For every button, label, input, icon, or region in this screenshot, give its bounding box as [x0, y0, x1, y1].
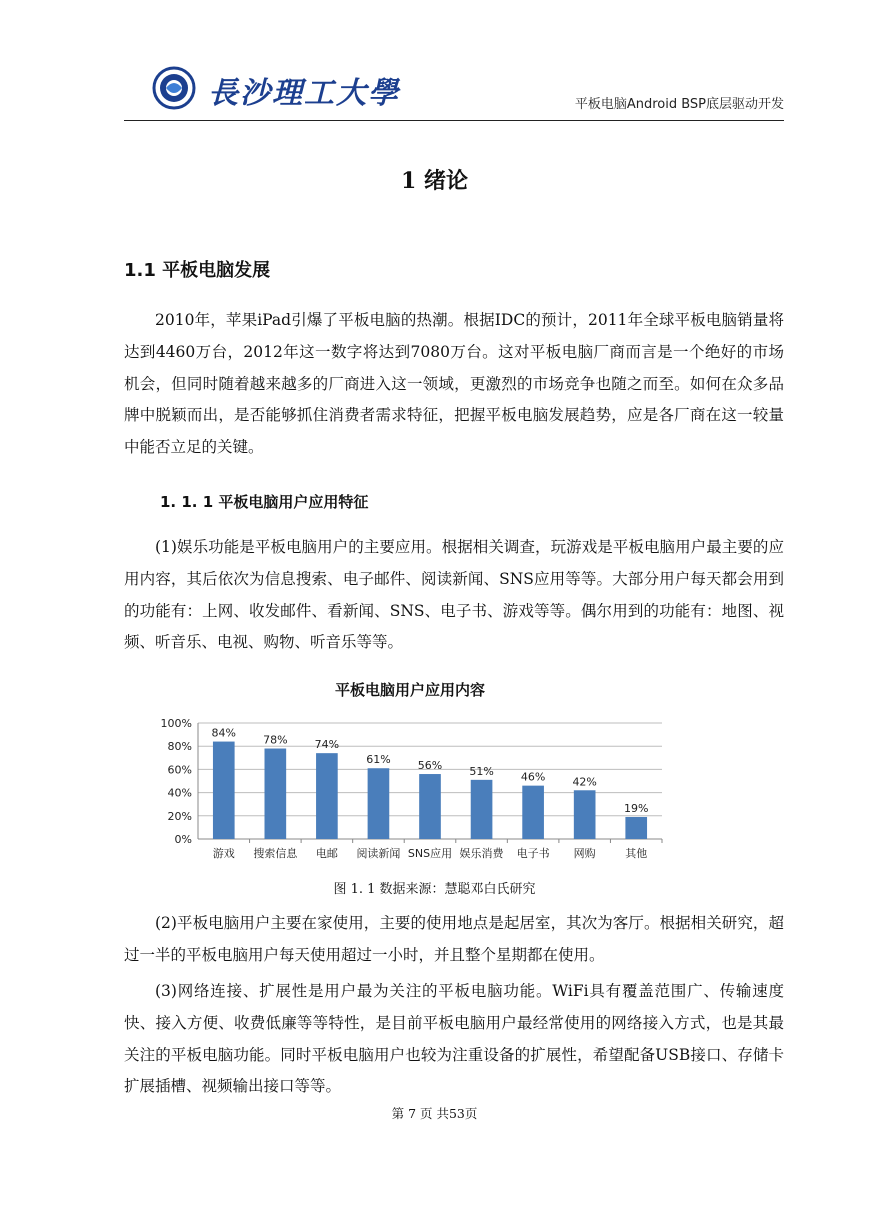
paragraph-usage-location: (2)平板电脑用户主要在家使用，主要的使用地点是起居室，其次为客厅。根据相关研究，超过一半的平板电脑用户每天使用超过一小时，并且整个星期都在使用。	[124, 914, 784, 964]
y-tick-label: 80%	[167, 740, 192, 754]
bar	[316, 753, 338, 839]
university-name: 長沙理工大學	[208, 76, 400, 111]
x-tick-label: 娱乐消费	[459, 847, 504, 860]
y-tick-label: 40%	[167, 786, 192, 800]
paragraph-entertainment: (1)娱乐功能是平板电脑用户的主要应用。根据相关调查，玩游戏是平板电脑用户最主要的应用内容，其后依次为信息搜索、电子邮件、阅读新闻、SNS应用等等。大部分用户每天都会用到的功能有：上网、收发邮件、看新闻、SNS、电子书、游戏等等。偶尔用到的功能有：地图、视频、听音乐、电视、购物、听音乐等等。	[124, 538, 784, 652]
x-tick-label: 搜索信息	[253, 847, 298, 860]
data-label: 78%	[263, 733, 288, 747]
y-tick-label: 20%	[167, 809, 192, 823]
university-logo-icon	[152, 66, 196, 110]
section-title: 1.1 平板电脑发展	[124, 260, 271, 281]
page-footer: 第 7 页 共53页	[391, 1106, 478, 1121]
x-tick-label: 游戏	[212, 847, 235, 860]
x-tick-label: 其他	[625, 847, 648, 860]
x-tick-label: 电邮	[315, 847, 338, 860]
y-tick-label: 60%	[167, 763, 192, 777]
data-label: 46%	[520, 770, 546, 784]
paragraph-connectivity: (3)网络连接、扩展性是用户最为关注的平板电脑功能。WiFi具有覆盖范围广、传输速度快、接入方便、收费低廉等等特性，是目前平板电脑用户最经常使用的网络接入方式，也是其最关注的平板电脑功能。同时平板电脑用户也较为注重设备的扩展性，希望配备USB接口、存储卡扩展插槽、视频输出接口等等。	[124, 982, 784, 1096]
data-label: 19%	[623, 801, 649, 815]
bar	[265, 749, 287, 839]
bar	[471, 780, 493, 839]
x-tick-label: 电子书	[516, 847, 550, 860]
data-label: 56%	[417, 759, 443, 773]
data-label: 51%	[469, 764, 494, 778]
figure-caption: 图 1. 1 数据来源：慧聪邓白氏研究	[333, 882, 536, 897]
bar	[213, 742, 235, 839]
x-tick-label: 阅读新闻	[356, 847, 401, 860]
bar	[522, 786, 544, 839]
paragraph-intro: 2010年，苹果iPad引爆了平板电脑的热潮。根据IDC的预计，2011年全球平板电脑销量将达到4460万台，2012年这一数字将达到7080万台。这对平板电脑厂商而言是一个绝好的市场机会，但同时随着越来越多的厂商进入这一领域，更激烈的市场竞争也随之而至。如何在众多品牌中脱颖而出，是否能够抓住消费者需求特征，把握平板电脑发展趋势，应是各厂商在这一较量中能否立足的关键。	[124, 311, 784, 457]
data-label: 42%	[572, 775, 597, 789]
bar	[574, 790, 596, 839]
data-label: 84%	[211, 726, 237, 740]
bar-chart	[150, 675, 670, 875]
y-tick-label: 0%	[174, 833, 192, 846]
bar	[368, 768, 390, 839]
header-doc-title: 平板电脑Android BSP底层驱动开发	[574, 97, 784, 112]
x-tick-label: SNS应用	[407, 847, 453, 860]
chart-title: 平板电脑用户应用内容	[334, 681, 486, 699]
y-tick-label: 100%	[160, 717, 192, 730]
bar	[419, 774, 441, 839]
page-header	[124, 52, 784, 121]
data-label: 74%	[314, 738, 340, 752]
chapter-title: 1 绪论	[401, 168, 468, 194]
data-label: 61%	[366, 753, 391, 767]
x-tick-label: 网购	[573, 847, 596, 860]
subsection-title: 1. 1. 1 平板电脑用户应用特征	[160, 493, 369, 511]
bar	[625, 817, 647, 839]
